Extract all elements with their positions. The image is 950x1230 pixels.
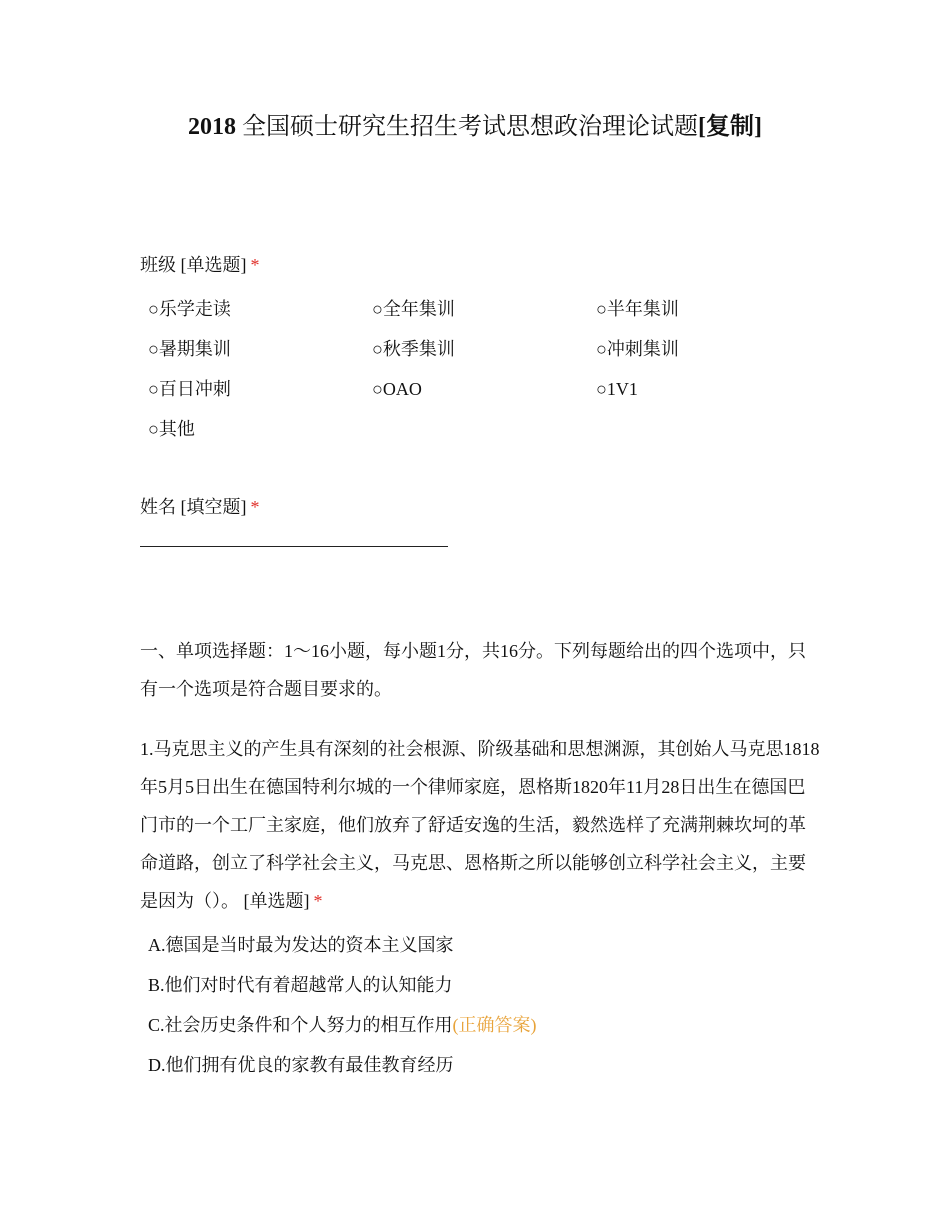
class-option-bairi[interactable]: ○百日冲刺: [148, 379, 231, 399]
section-heading: 一、单项选择题：1～16小题，每小题1分，共16分。下列每题给出的四个选项中，只有一个选项是符合题目要求的。: [140, 641, 806, 699]
question-1-type: [单选题]: [243, 891, 310, 911]
title-year: 2018: [188, 114, 236, 140]
question-1-option-a[interactable]: A.德国是当时最为发达的资本主义国家: [148, 935, 454, 955]
class-option-oao[interactable]: ○OAO: [372, 379, 422, 399]
class-question-type: [单选题]: [180, 255, 247, 275]
title-main: 全国硕士研究生招生考试思想政治理论试题: [242, 114, 698, 140]
question-1-options: [148, 932, 848, 1092]
name-question-text: 姓名: [140, 497, 176, 517]
class-option-qiuji[interactable]: ○秋季集训: [372, 339, 455, 359]
name-question-label: [140, 494, 260, 520]
question-1-option-d[interactable]: D.他们拥有优良的家教有最佳教育经历: [148, 1055, 454, 1075]
name-input-line[interactable]: [140, 546, 448, 547]
class-option-chongci[interactable]: ○冲刺集训: [596, 339, 679, 359]
class-options: [148, 296, 848, 456]
class-question-label: [140, 252, 260, 278]
class-option-other[interactable]: ○其他: [148, 419, 195, 439]
class-option-lexue[interactable]: ○乐学走读: [148, 299, 231, 319]
class-option-1v1[interactable]: ○1V1: [596, 379, 638, 399]
required-mark: *: [250, 255, 260, 275]
name-question-type: [填空题]: [180, 497, 247, 517]
correct-answer-tag: (正确答案): [452, 1015, 537, 1035]
page-title: [0, 110, 950, 144]
question-1-option-c[interactable]: [148, 1012, 848, 1052]
class-option-bannian[interactable]: ○半年集训: [596, 299, 679, 319]
required-mark: *: [313, 891, 323, 911]
class-option-quannian[interactable]: ○全年集训: [372, 299, 455, 319]
question-1-stem: [140, 730, 820, 920]
class-question-text: 班级: [140, 255, 176, 275]
title-suffix: [复制]: [698, 114, 762, 140]
question-1-text: 1.马克思主义的产生具有深刻的社会根源、阶级基础和思想渊源，其创始人马克思1818年5月5日出生在德国特利尔城的一个律师家庭，恩格斯1820年11月28日出生在德国巴门市的一个工厂主家庭，他们放弃了舒适安逸的生活，毅然选样了充满荆棘坎坷的革命道路，创立了科学社会主义，马克思、恩格斯之所以能够创立科学社会主义，主要是因为（）。: [140, 739, 820, 911]
question-1-option-b[interactable]: B.他们对时代有着超越常人的认知能力: [148, 975, 453, 995]
required-mark: *: [250, 497, 260, 517]
class-option-shuqi[interactable]: ○暑期集训: [148, 339, 231, 359]
question-1-option-c-text: C.社会历史条件和个人努力的相互作用: [148, 1015, 453, 1035]
